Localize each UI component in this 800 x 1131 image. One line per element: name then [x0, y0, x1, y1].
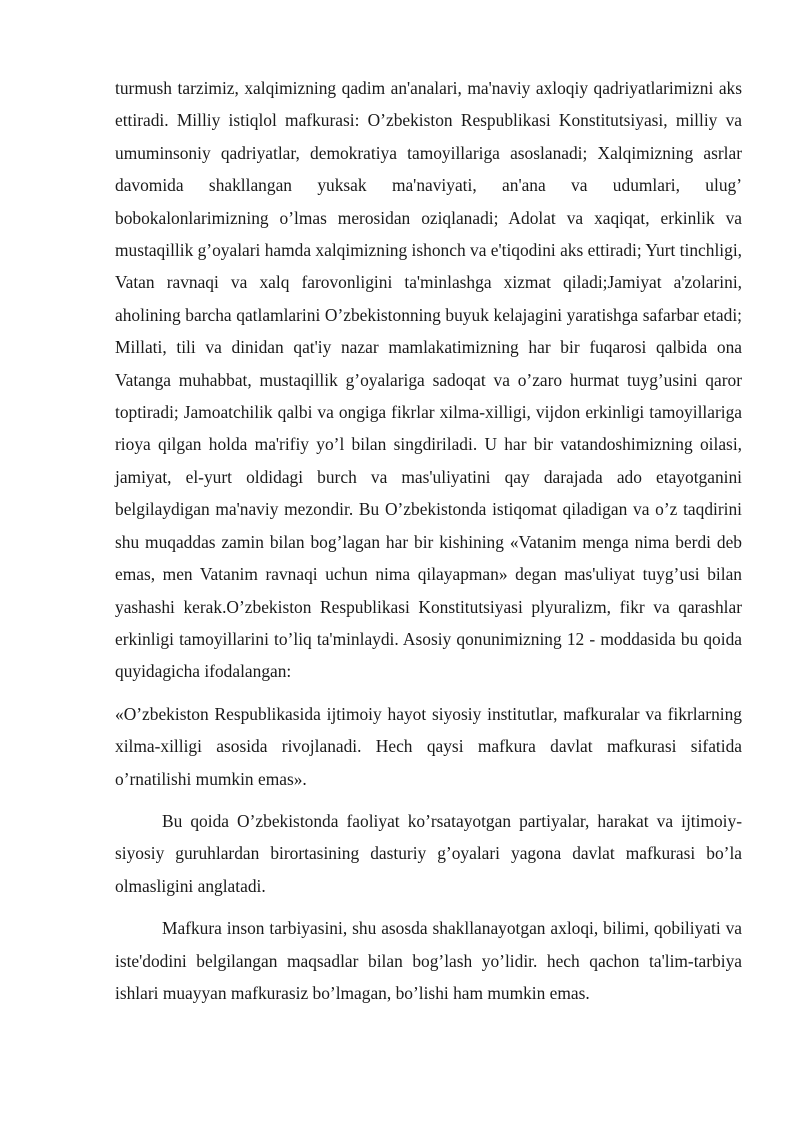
document-page — [115, 72, 742, 1009]
paragraph-continuation: turmush tarzimiz, xalqimizning qadim an'analari, ma'naviy axloqiy qadriyatlarimizni aks ettiradi. Milliy istiqlol mafkurasi: O’zbekiston Respublikasi Konstitutsiyasi, milliy va umuminsoniy qadriyatlar, demokratiya tamoyillariga asoslanadi; Xalqimizning asrlar davomida shakllangan yuksak ma'naviyati, an'ana va udumlari, ulug’ bobokalonlarimizning o’lmas merosidan oziqlanadi; Adolat va xaqiqat, erkinlik va mustaqillik g’oyalari hamda xalqimizning ishonch va e'tiqodini aks ettiradi; Yurt tinchligi, Vatan ravnaqi va xalq farovonligini ta'minlashga xizmat qiladi;Jamiyat a'zolarini, aholining barcha qatlamlarini O’zbekistonning buyuk kelajagini yaratishga safarbar etadi; Millati, tili va dinidan qat'iy nazar mamlakatimizning har bir fuqarosi qalbida ona Vatanga muhabbat, mustaqillik g’oyalariga sadoqat va o’zaro hurmat tuyg’usini qaror toptiradi; Jamoatchilik qalbi va ongiga fikrlar xilma-xilligi, vijdon erkinligi tamoyillariga rioya qilgan holda ma'rifiy yo’l bilan singdiriladi. U har bir vatandoshimizning oilasi, jamiyat, el-yurt oldidagi burch va mas'uliyatini qay darajada ado etayotganini belgilaydigan ma'naviy mezondir. Bu O’zbekistonda istiqomat qiladigan va o’z taqdirini shu muqaddas zamin bilan bog’lagan har bir kishining «Vatanim menga nima berdi deb emas, men Vatanim ravnaqi uchun nima qilayapman» degan mas'uliyat tuyg’usi bilan yashashi kerak.O’zbekiston Respublikasi Konstitutsiyasi plyuralizm, fikr va qarashlar erkinligi tamoyillarini to’liq ta'minlaydi. Asosiy qonunimizning 12 - moddasida bu qoida quyidagicha ifodalangan: — [115, 78, 742, 682]
paragraph-constitution-quote: «O’zbekiston Respublikasida ijtimoiy hayot siyosiy institutlar, mafkuralar va fikrlarning xilma-xilligi asosida rivojlanadi. Hech qaysi mafkura davlat mafkurasi sifatida o’rnatilishi mumkin emas». — [115, 703, 742, 789]
paragraph-rule-explanation: Bu qoida O’zbekistonda faoliyat ko’rsatayotgan partiyalar, harakat va ijtimoiy-siyosiy guruhlardan birortasining dasturiy g’oyalari yagona davlat mafkurasi bo’la olmasligini anglatadi. — [115, 810, 742, 896]
paragraph-ideology-definition: Mafkura inson tarbiyasini, shu asosda shakllanayotgan axloqi, bilimi, qobiliyati va iste'dodini belgilangan maqsadlar bilan bog’lash yo’lidir. hech qachon ta'lim-tarbiya ishlari muayyan mafkurasiz bo’lmagan, bo’lishi ham mumkin emas. — [115, 918, 742, 1003]
